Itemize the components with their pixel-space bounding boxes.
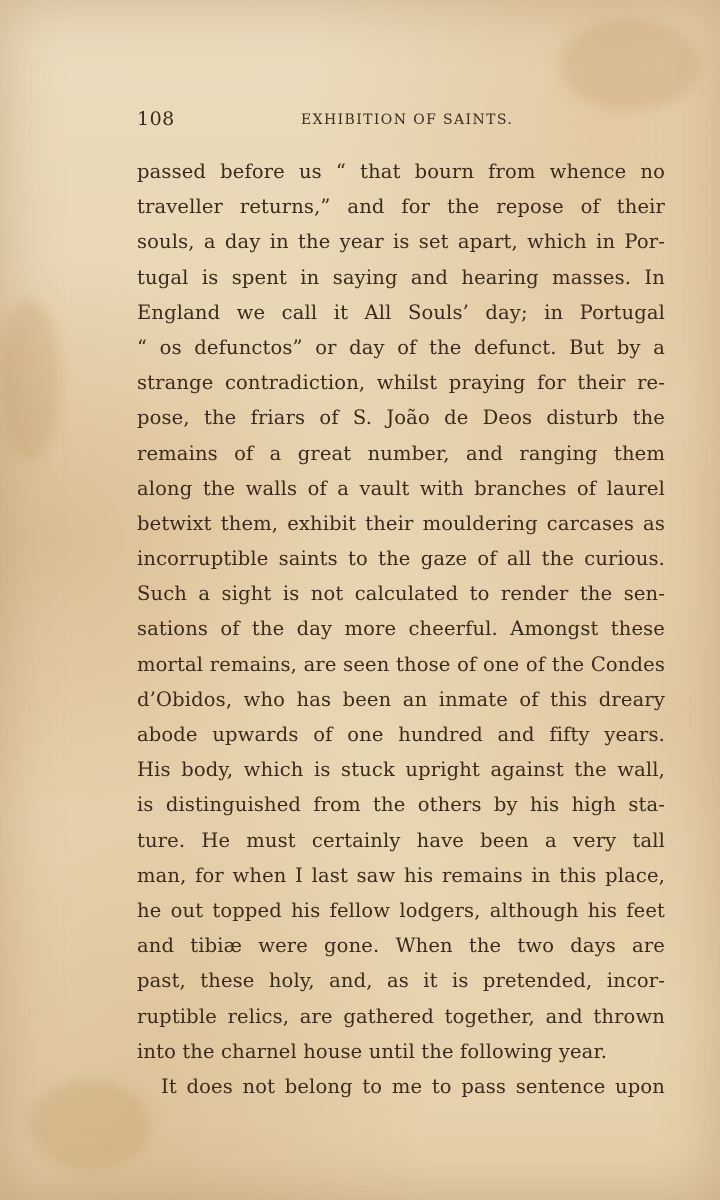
running-head: EXHIBITION OF SAINTS. [301, 112, 514, 128]
text-line: sations of the day more cheerful. Amongst these [137, 617, 665, 641]
text-line: and tibiæ were gone. When the two days are [137, 934, 665, 958]
paper-stain [30, 1080, 150, 1170]
text-line: abode upwards of one hundred and fifty years. [137, 723, 665, 746]
text-line: betwixt them, exhibit their mouldering carcases as [137, 511, 665, 535]
text-line: tugal is spent in saying and hearing masses. In [137, 265, 665, 289]
text-line: is distinguished from the others by his high sta- [137, 793, 665, 817]
text-line: souls, a day in the year is set apart, which in Por- [137, 230, 665, 254]
text-line: passed before us “ that bourn from whence no [137, 160, 665, 183]
text-line: ture. He must certainly have been a very tall [137, 828, 665, 852]
page-number: 108 [137, 108, 175, 130]
text-line: along the walls of a vault with branches of laurel [137, 476, 665, 500]
text-line: remains of a great number, and ranging them [137, 441, 665, 465]
paper-stain [560, 20, 700, 110]
text-line: It does not belong to me to pass sentence upon [161, 1074, 665, 1098]
text-line: past, these holy, and, as it is pretended, incor- [137, 969, 665, 993]
text-line: mortal remains, are seen those of one of the Condes [137, 652, 665, 676]
text-line: traveller returns,” and for the repose of their [137, 195, 665, 219]
text-line: man, for when I last saw his remains in this place, [137, 863, 665, 887]
text-line: incorruptible saints to the gaze of all the curious. [137, 547, 665, 571]
page-header [137, 108, 665, 134]
text-line: pose, the friars of S. João de Deos disturb the [137, 406, 665, 430]
text-line: d’Obidos, who has been an inmate of this dreary [137, 687, 665, 711]
body-text [137, 154, 665, 1104]
text-line: England we call it All Souls’ day; in Portugal [137, 300, 665, 324]
text-line: into the charnel house until the following year. [137, 1039, 608, 1063]
text-line: His body, which is stuck upright against the wall, [137, 758, 665, 782]
text-line: he out topped his fellow lodgers, although his feet [137, 898, 665, 922]
text-line: ruptible relics, are gathered together, and thrown [137, 1004, 665, 1028]
text-line: strange contradiction, whilst praying for their re- [137, 371, 665, 395]
text-line: “ os defunctos” or day of the defunct. But by a [137, 335, 665, 359]
text-line: Such a sight is not calculated to render the sen- [137, 582, 665, 606]
paper-stain [0, 300, 60, 460]
